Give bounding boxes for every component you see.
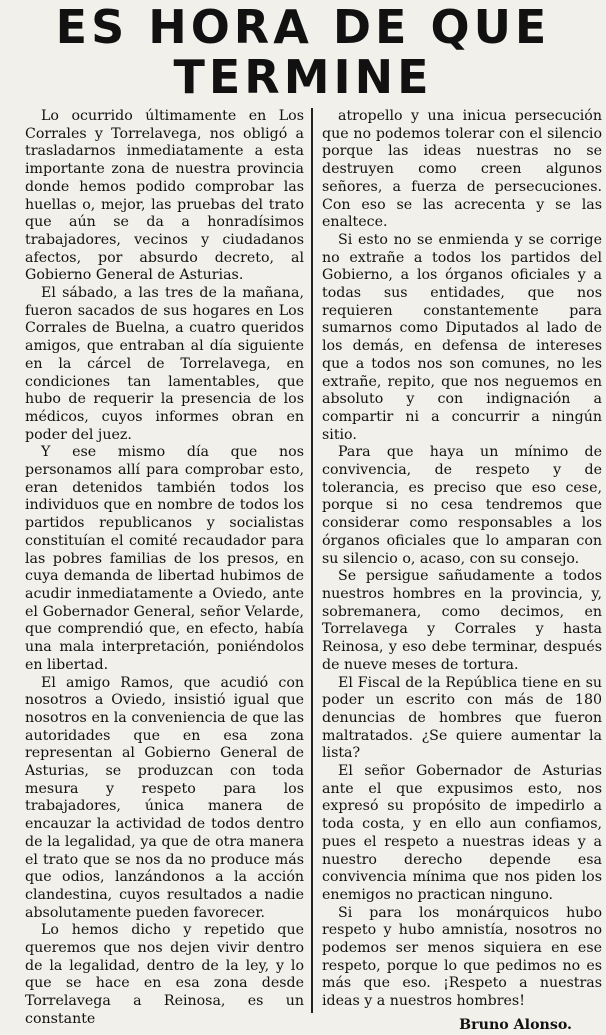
column-divider [311,108,313,1013]
right-column [322,108,602,1035]
paragraph: Lo ocurrido últimamente en Los Corrales y Torrelavega, nos obligó a trasladarnos inmediatamente a esta importante zona de nuestra provincia donde hemos podido comprobar las huellas o, mejor, las pruebas del trato que aún se da a honradísimos trabajadores, vecinos y ciudadanos afectos, por absurdo decreto, al Gobierno General de Asturias. [25,108,304,284]
paragraph: Lo hemos dicho y repetido que queremos que nos dejen vivir dentro de la legalidad, dentro de la ley, y lo que se hace en esa zona desde Torrelavega a Reinosa, es un constante [25,922,304,1027]
article-headline: ES HORA DE QUE TERMINE [55,0,551,104]
paragraph: El amigo Ramos, que acudió con nosotros a Oviedo, insistió igual que nosotros en la conveniencia de que las autoridades que en esa zona representan al Gobierno General de Asturias, se produzcan con toda mesura y respeto para los trabajadores, única manera de encauzar la actividad de todos dentro de la legalidad, ya que de otra manera el trato que se nos da no produce más que odios, lanzándonos a la acción clandestina, cuyos resultados a nadie absolutamente pueden favorecer. [25,674,304,921]
paragraph: Para que haya un mínimo de convivencia, de respeto y de tolerancia, es preciso que eso cese, porque si no cesa tendremos que considerar como responsables a los órganos oficiales que lo amparan con su silencio o, acaso, con su consejo. [322,444,602,567]
paragraph: Y ese mismo día que nos personamos allí para comprobar esto, eran detenidos también todos los individuos que en nombre de todos los partidos republicanos y socialistas constituían el comité recaudador para las pobres familias de los presos, en cuya demanda de libertad hubimos de acudir inmediatamente a Oviedo, ante el Gobernador General, señor Velarde, que comprendió que, en efecto, había una mala interpretación, poniéndolos en libertad. [25,444,304,673]
left-column [25,108,304,1029]
paragraph: Si esto no se enmienda y se corrige no extrañe a todos los partidos del Gobierno, a los órganos oficiales y a todas sus entidades, que nos requieren constantemente para sumarnos como Diputados al lado de los demás, en defensa de intereses que a todos nos son comunes, no les extrañe, repito, que nos neguemos en absoluto y con indignación a compartir ni a concurrir a ningún sitio. [322,231,602,443]
paragraph: atropello y una inicua persecución que no podemos tolerar con el silencio porque las ideas nuestras no se destruyen como creen algunos señores, a fuerza de persecuciones. Con eso se las acrecenta y se las enaltece. [322,108,602,231]
paragraph: Si para los monárquicos hubo respeto y hubo amnistía, nosotros no podemos ser menos siquiera en ese respeto, porque lo que pedimos no es más que eso. ¡Respeto a nuestras ideas y a nuestros hombres! [322,904,602,1010]
author-signature: Bruno Alonso. [459,1016,572,1033]
paragraph: Se persigue sañudamente a todos nuestros hombres en la provincia, y, sobremanera, como decimos, en Torrelavega y Corrales y hasta Reinosa, y eso debe terminar, después de nueve meses de tortura. [322,568,602,673]
paragraph: El Fiscal de la República tiene en su poder un escrito con más de 180 denuncias de hombres que fueron maltratados. ¿Se quiere aumentar la lista? [322,674,602,762]
paragraph: El señor Gobernador de Asturias ante el que expusimos esto, nos expresó su propósito de impedirlo a toda costa, y en ello aun confiamos, pues el respeto a nuestras ideas y a nuestro derecho depende esa convivencia mínima que nos piden los enemigos no practican ninguno. [322,763,602,903]
paragraph: El sábado, a las tres de la mañana, fueron sacados de sus hogares en Los Corrales de Buelna, a cuatro queridos amigos, que entraban al día siguiente en la cárcel de Torrelavega, en condiciones tan lamentables, que hubo de requerir la presencia de los médicos, cuyos informes obran en poder del juez. [25,285,304,443]
